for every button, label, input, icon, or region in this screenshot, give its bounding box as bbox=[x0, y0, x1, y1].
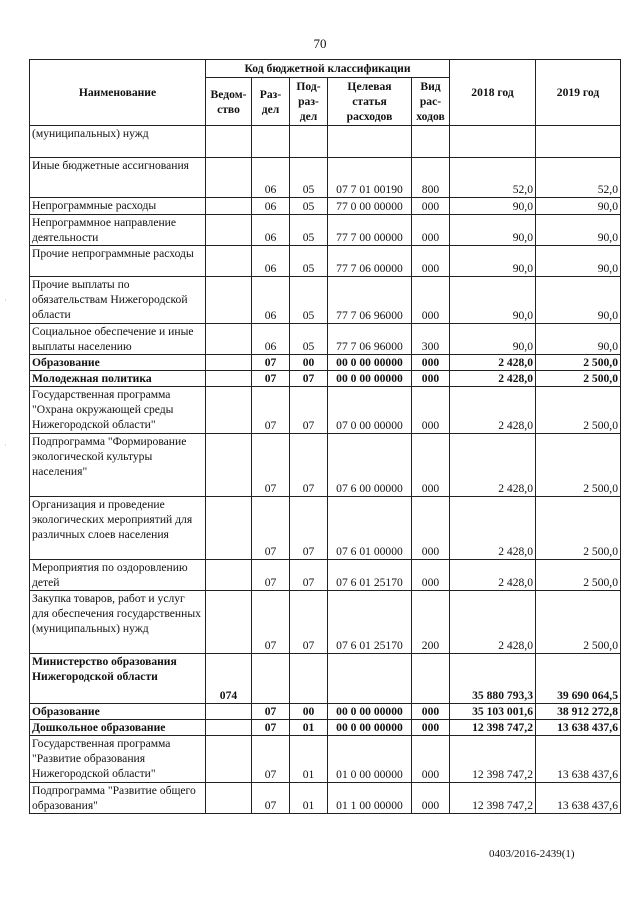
cell-csr: 00 0 00 00000 bbox=[328, 720, 412, 736]
cell-2018: 2 428,0 bbox=[450, 560, 536, 591]
document-code: 0403/2016-2439(1) bbox=[489, 848, 575, 860]
cell-vid: 000 bbox=[412, 720, 450, 736]
cell-razdel: 07 bbox=[252, 736, 290, 783]
cell-razdel: 07 bbox=[252, 720, 290, 736]
cell-podrazdel bbox=[290, 654, 328, 704]
cell-vid bbox=[412, 654, 450, 704]
table-row bbox=[30, 324, 621, 355]
cell-csr: 01 0 00 00000 bbox=[328, 736, 412, 783]
table-row bbox=[30, 158, 621, 198]
margin-mark: · bbox=[4, 440, 7, 450]
cell-2018: 90,0 bbox=[450, 198, 536, 215]
table-row bbox=[30, 371, 621, 387]
cell-razdel bbox=[252, 126, 290, 158]
cell-vid: 000 bbox=[412, 783, 450, 814]
cell-name: Прочие непрограммные расходы bbox=[30, 246, 206, 277]
cell-2019: 90,0 bbox=[536, 246, 621, 277]
cell-2019: 90,0 bbox=[536, 198, 621, 215]
cell-csr: 77 7 06 96000 bbox=[328, 277, 412, 324]
table-row bbox=[30, 591, 621, 654]
cell-vid bbox=[412, 126, 450, 158]
cell-razdel: 07 bbox=[252, 497, 290, 560]
table-row bbox=[30, 654, 621, 704]
cell-2019: 90,0 bbox=[536, 324, 621, 355]
table-row bbox=[30, 560, 621, 591]
cell-csr: 77 7 00 00000 bbox=[328, 215, 412, 246]
cell-2019: 2 500,0 bbox=[536, 591, 621, 654]
cell-razdel: 07 bbox=[252, 560, 290, 591]
cell-2018: 2 428,0 bbox=[450, 434, 536, 497]
cell-2019 bbox=[536, 126, 621, 158]
cell-2019: 2 500,0 bbox=[536, 560, 621, 591]
cell-podrazdel: 05 bbox=[290, 198, 328, 215]
cell-podrazdel: 07 bbox=[290, 434, 328, 497]
cell-2018: 2 428,0 bbox=[450, 497, 536, 560]
header-csr: Целевая статья расходов bbox=[328, 78, 412, 126]
cell-razdel: 07 bbox=[252, 355, 290, 371]
table-row bbox=[30, 277, 621, 324]
cell-2019: 2 500,0 bbox=[536, 355, 621, 371]
cell-vid: 200 bbox=[412, 591, 450, 654]
cell-razdel: 06 bbox=[252, 277, 290, 324]
cell-csr: 77 0 00 00000 bbox=[328, 198, 412, 215]
cell-vid: 000 bbox=[412, 434, 450, 497]
cell-podrazdel: 07 bbox=[290, 497, 328, 560]
cell-vid: 000 bbox=[412, 560, 450, 591]
table-row bbox=[30, 198, 621, 215]
cell-2019: 90,0 bbox=[536, 277, 621, 324]
cell-name: Социальное обеспечение и иные выплаты населению bbox=[30, 324, 206, 355]
cell-name: Непрограммное направление деятельности bbox=[30, 215, 206, 246]
cell-2018: 90,0 bbox=[450, 324, 536, 355]
cell-podrazdel: 05 bbox=[290, 277, 328, 324]
cell-razdel: 06 bbox=[252, 198, 290, 215]
cell-2018: 35 880 793,3 bbox=[450, 654, 536, 704]
cell-name: Образование bbox=[30, 355, 206, 371]
cell-razdel: 06 bbox=[252, 324, 290, 355]
cell-2019: 38 912 272,8 bbox=[536, 704, 621, 720]
table-row bbox=[30, 497, 621, 560]
cell-podrazdel bbox=[290, 126, 328, 158]
cell-vedomstvo bbox=[206, 126, 252, 158]
cell-podrazdel: 05 bbox=[290, 246, 328, 277]
cell-podrazdel: 05 bbox=[290, 215, 328, 246]
cell-2019: 2 500,0 bbox=[536, 371, 621, 387]
cell-podrazdel: 05 bbox=[290, 158, 328, 198]
cell-2019: 2 500,0 bbox=[536, 497, 621, 560]
table-row bbox=[30, 783, 621, 814]
cell-vedomstvo: 074 bbox=[206, 654, 252, 704]
cell-razdel: 07 bbox=[252, 371, 290, 387]
cell-vid: 000 bbox=[412, 277, 450, 324]
cell-vedomstvo bbox=[206, 324, 252, 355]
cell-csr bbox=[328, 654, 412, 704]
table-row bbox=[30, 720, 621, 736]
cell-vid: 000 bbox=[412, 355, 450, 371]
cell-2019: 13 638 437,6 bbox=[536, 720, 621, 736]
cell-name: Дошкольное образование bbox=[30, 720, 206, 736]
cell-csr: 07 6 01 25170 bbox=[328, 591, 412, 654]
cell-razdel: 06 bbox=[252, 158, 290, 198]
cell-csr bbox=[328, 126, 412, 158]
header-2019: 2019 год bbox=[536, 60, 621, 126]
cell-2019: 2 500,0 bbox=[536, 434, 621, 497]
cell-razdel bbox=[252, 654, 290, 704]
cell-2018: 2 428,0 bbox=[450, 355, 536, 371]
cell-2018: 2 428,0 bbox=[450, 371, 536, 387]
cell-vedomstvo bbox=[206, 215, 252, 246]
cell-2019: 39 690 064,5 bbox=[536, 654, 621, 704]
cell-2019: 90,0 bbox=[536, 215, 621, 246]
cell-razdel: 07 bbox=[252, 591, 290, 654]
budget-table bbox=[29, 59, 621, 814]
cell-podrazdel: 00 bbox=[290, 704, 328, 720]
cell-csr: 07 6 00 00000 bbox=[328, 434, 412, 497]
cell-vedomstvo bbox=[206, 783, 252, 814]
cell-name: Иные бюджетные ассигнования bbox=[30, 158, 206, 198]
cell-podrazdel: 01 bbox=[290, 720, 328, 736]
cell-csr: 77 7 06 00000 bbox=[328, 246, 412, 277]
cell-2018: 12 398 747,2 bbox=[450, 736, 536, 783]
cell-name: Закупка товаров, работ и услуг для обеспечения государственных (муниципальных) нужд bbox=[30, 591, 206, 654]
cell-2018: 2 428,0 bbox=[450, 591, 536, 654]
header-name: Наименование bbox=[30, 60, 206, 126]
table-row bbox=[30, 215, 621, 246]
cell-vedomstvo bbox=[206, 371, 252, 387]
cell-vedomstvo bbox=[206, 387, 252, 434]
cell-name: Молодежная политика bbox=[30, 371, 206, 387]
cell-name: Образование bbox=[30, 704, 206, 720]
cell-podrazdel: 07 bbox=[290, 387, 328, 434]
cell-vedomstvo bbox=[206, 434, 252, 497]
table-row bbox=[30, 126, 621, 158]
cell-razdel: 07 bbox=[252, 783, 290, 814]
cell-vid: 000 bbox=[412, 736, 450, 783]
cell-vedomstvo bbox=[206, 560, 252, 591]
cell-2019: 13 638 437,6 bbox=[536, 736, 621, 783]
cell-podrazdel: 07 bbox=[290, 371, 328, 387]
cell-vid: 300 bbox=[412, 324, 450, 355]
cell-name: Министерство образования Нижегородской области bbox=[30, 654, 206, 704]
cell-2018: 90,0 bbox=[450, 215, 536, 246]
cell-2018: 12 398 747,2 bbox=[450, 720, 536, 736]
cell-2019: 13 638 437,6 bbox=[536, 783, 621, 814]
cell-vedomstvo bbox=[206, 158, 252, 198]
cell-razdel: 06 bbox=[252, 246, 290, 277]
cell-name: Непрограммные расходы bbox=[30, 198, 206, 215]
table-row bbox=[30, 704, 621, 720]
cell-podrazdel: 01 bbox=[290, 736, 328, 783]
header-vid: Вид рас-ходов bbox=[412, 78, 450, 126]
cell-name: Прочие выплаты по обязательствам Нижегородской области bbox=[30, 277, 206, 324]
margin-mark: · bbox=[4, 295, 7, 305]
cell-vedomstvo bbox=[206, 720, 252, 736]
cell-razdel: 07 bbox=[252, 434, 290, 497]
cell-name: Подпрограмма "Развитие общего образования" bbox=[30, 783, 206, 814]
header-podrazdel: Под-раз-дел bbox=[290, 78, 328, 126]
cell-name: Организация и проведение экологических мероприятий для различных слоев населения bbox=[30, 497, 206, 560]
cell-vid: 000 bbox=[412, 215, 450, 246]
cell-csr: 77 7 06 96000 bbox=[328, 324, 412, 355]
cell-vid: 000 bbox=[412, 704, 450, 720]
cell-csr: 07 6 01 25170 bbox=[328, 560, 412, 591]
cell-2018 bbox=[450, 126, 536, 158]
cell-vedomstvo bbox=[206, 277, 252, 324]
cell-razdel: 07 bbox=[252, 704, 290, 720]
cell-vedomstvo bbox=[206, 591, 252, 654]
cell-vedomstvo bbox=[206, 355, 252, 371]
table-row bbox=[30, 355, 621, 371]
cell-razdel: 06 bbox=[252, 215, 290, 246]
header-code-group: Код бюджетной классификации bbox=[206, 60, 450, 78]
cell-2018: 90,0 bbox=[450, 277, 536, 324]
table-row bbox=[30, 387, 621, 434]
cell-name: Государственная программа "Развитие образования Нижегородской области" bbox=[30, 736, 206, 783]
cell-name: (муниципальных) нужд bbox=[30, 126, 206, 158]
table-row bbox=[30, 736, 621, 783]
cell-razdel: 07 bbox=[252, 387, 290, 434]
cell-csr: 01 1 00 00000 bbox=[328, 783, 412, 814]
cell-csr: 07 0 00 00000 bbox=[328, 387, 412, 434]
cell-podrazdel: 01 bbox=[290, 783, 328, 814]
cell-vid: 000 bbox=[412, 497, 450, 560]
cell-csr: 07 7 01 00190 bbox=[328, 158, 412, 198]
cell-2018: 52,0 bbox=[450, 158, 536, 198]
cell-vedomstvo bbox=[206, 198, 252, 215]
cell-name: Мероприятия по оздоровлению детей bbox=[30, 560, 206, 591]
cell-2018: 35 103 001,6 bbox=[450, 704, 536, 720]
table-row bbox=[30, 246, 621, 277]
cell-podrazdel: 00 bbox=[290, 355, 328, 371]
cell-name: Государственная программа "Охрана окружающей среды Нижегородской области" bbox=[30, 387, 206, 434]
cell-podrazdel: 05 bbox=[290, 324, 328, 355]
cell-csr: 00 0 00 00000 bbox=[328, 704, 412, 720]
cell-name: Подпрограмма "Формирование экологической культуры населения" bbox=[30, 434, 206, 497]
cell-vid: 000 bbox=[412, 198, 450, 215]
cell-csr: 00 0 00 00000 bbox=[328, 371, 412, 387]
header-razdel: Раз-дел bbox=[252, 78, 290, 126]
header-2018: 2018 год bbox=[450, 60, 536, 126]
cell-2018: 90,0 bbox=[450, 246, 536, 277]
cell-vedomstvo bbox=[206, 704, 252, 720]
cell-vid: 000 bbox=[412, 371, 450, 387]
cell-podrazdel: 07 bbox=[290, 560, 328, 591]
cell-vedomstvo bbox=[206, 497, 252, 560]
cell-vedomstvo bbox=[206, 246, 252, 277]
cell-vid: 000 bbox=[412, 246, 450, 277]
cell-vid: 800 bbox=[412, 158, 450, 198]
cell-csr: 07 6 01 00000 bbox=[328, 497, 412, 560]
cell-podrazdel: 07 bbox=[290, 591, 328, 654]
page-number: 70 bbox=[313, 36, 327, 51]
cell-vedomstvo bbox=[206, 736, 252, 783]
cell-2018: 12 398 747,2 bbox=[450, 783, 536, 814]
table-row bbox=[30, 434, 621, 497]
cell-vid: 000 bbox=[412, 387, 450, 434]
cell-2019: 52,0 bbox=[536, 158, 621, 198]
cell-2019: 2 500,0 bbox=[536, 387, 621, 434]
header-vedomstvo: Ведом-ство bbox=[206, 78, 252, 126]
cell-csr: 00 0 00 00000 bbox=[328, 355, 412, 371]
cell-2018: 2 428,0 bbox=[450, 387, 536, 434]
